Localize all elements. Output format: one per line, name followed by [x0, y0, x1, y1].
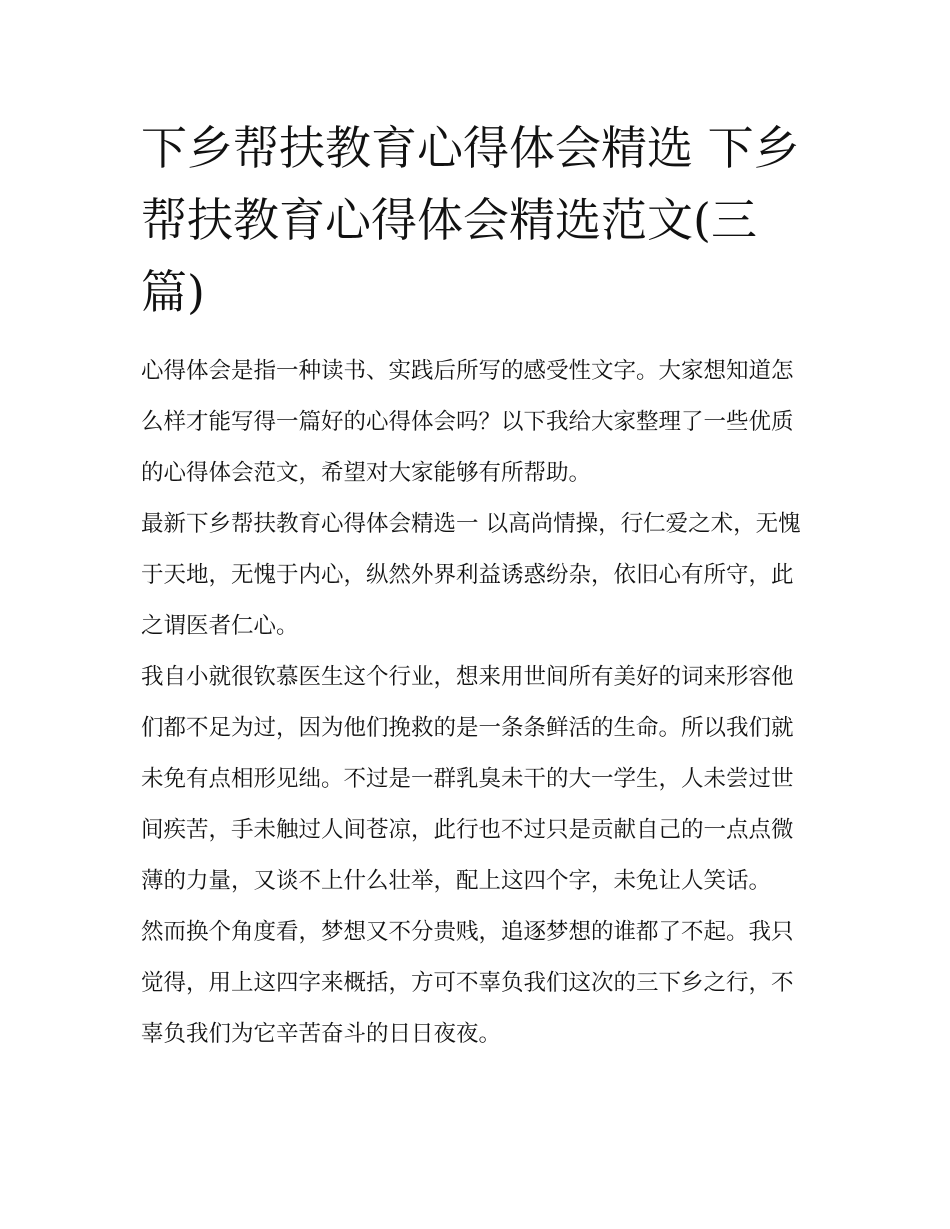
document-title: 下乡帮扶教育心得体会精选 下乡帮扶教育心得体会精选范文(三篇): [141, 121, 800, 319]
document-content: [141, 112, 813, 1060]
paragraph-intro: 心得体会是指一种读书、实践后所写的感受性文字。大家想知道怎么样才能写得一篇好的心得体会吗？以下我给大家整理了一些优质的心得体会范文，希望对大家能够有所帮助。: [141, 358, 794, 486]
paragraph-admiration: 我自小就很钦慕医生这个行业，想来用世间所有美好的词来形容他们都不足为过，因为他们挽救的是一条条鲜活的生命。所以我们就未免有点相形见绌。不过是一群乳臭未干的大一学生，人未尝过世间疾苦，手未触过人间苍凉，此行也不过只是贡献自己的一点点微薄的力量，又谈不上什么壮举，配上这四个字，未免让人笑话。: [141, 664, 794, 894]
paragraph-dream: 然而换个角度看，梦想又不分贵贱，追逐梦想的谁都了不起。我只觉得，用上这四字来概括，方可不辜负我们这次的三下乡之行，不辜负我们为它辛苦奋斗的日日夜夜。: [141, 919, 794, 1047]
document-body: [141, 346, 813, 1060]
paragraph-essay-one-opening: 最新下乡帮扶教育心得体会精选一 以高尚情操，行仁爱之术，无愧于天地，无愧于内心，纵然外界利益诱惑纷杂，依旧心有所守，此之谓医者仁心。: [141, 511, 801, 639]
